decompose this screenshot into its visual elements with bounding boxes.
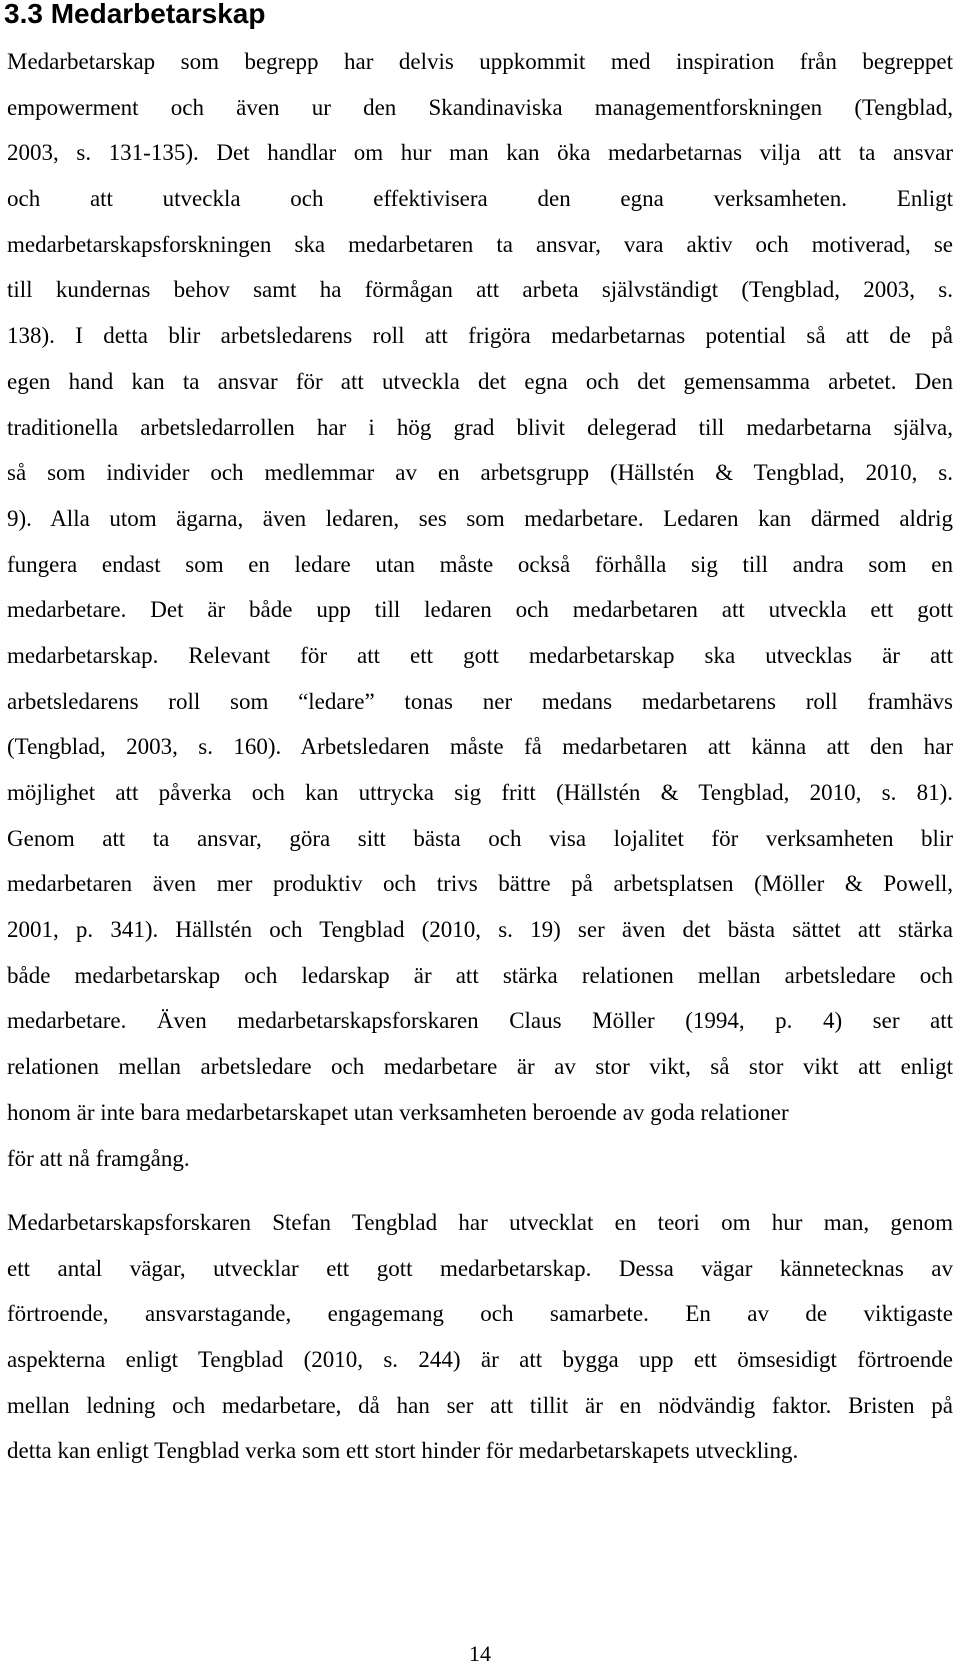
text-line: ett antal vägar, utvecklar ett gott medarbetarskap. Dessa vägar kännetecknas av [7,1255,953,1281]
text-line: så som individer och medlemmar av en arbetsgrupp (Hällstén & Tengblad, 2010, s. [7,460,953,486]
text-line: möjlighet att påverka och kan uttrycka sig fritt (Hällstén & Tengblad, 2010, s. 81). [7,780,953,805]
text-line: aspekterna enligt Tengblad (2010, s. 244) är att bygga upp ett ömsesidigt förtroende [7,1347,953,1373]
text-line: medarbetaren även mer produktiv och trivs bättre på arbetsplatsen (Möller & Powell, [7,871,953,897]
paragraph-1 [7,39,953,1181]
text-line: relationen mellan arbetsledare och medarbetare är av stor vikt, så stor vikt att enligt [7,1054,953,1080]
text-line: 138). I detta blir arbetsledarens roll att frigöra medarbetarnas potential så att de på [7,323,953,349]
text-line: empowerment och även ur den Skandinaviska managementforskningen (Tengblad, [7,94,953,120]
text-line: fungera endast som en ledare utan måste också förhålla sig till andra som en [7,551,953,577]
text-line: egen hand kan ta ansvar för att utveckla det egna och det gemensamma arbetet. Den [7,368,953,394]
text-line: till kundernas behov samt ha förmågan att arbeta självständigt (Tengblad, 2003, s. [7,277,953,303]
page-number: 14 [469,1641,491,1666]
text-line: Medarbetarskapsforskaren Stefan Tengblad har utvecklat en teori om hur man, genom [7,1210,953,1235]
text-line: Medarbetarskap som begrepp har delvis uppkommit med inspiration från begreppet [7,49,953,74]
text-line: traditionella arbetsledarrollen har i hög grad blivit delegerad till medarbetarna själva, [7,414,953,440]
text-line: medarbetarskapsforskningen ska medarbetaren ta ansvar, vara aktiv och motiverad, se [7,231,953,257]
text-line: förtroende, ansvarstagande, engagemang och samarbete. En av de viktigaste [7,1301,953,1327]
text-line: Genom att ta ansvar, göra sitt bästa och visa lojalitet för verksamheten blir [7,825,953,851]
text-line: medarbetare. Även medarbetarskapsforskaren Claus Möller (1994, p. 4) ser att [7,1008,953,1034]
text-line: detta kan enligt Tengblad verka som ett stort hinder för medarbetarskapets utveckling. [7,1438,799,1464]
text-line: 9). Alla utom ägarna, även ledaren, ses som medarbetare. Ledaren kan därmed aldrig [7,505,953,531]
text-line: arbetsledarens roll som “ledare” tonas ner medans medarbetarens roll framhävs [7,688,953,714]
text-line: 2003, s. 131-135). Det handlar om hur man kan öka medarbetarnas vilja att ta ansvar [7,140,953,166]
text-line: mellan ledning och medarbetare, då han ser att tillit är en nödvändig faktor. Bristen på [7,1392,953,1418]
text-line: för att nå framgång. [7,1145,190,1171]
text-line: 2001, p. 341). Hällstén och Tengblad (2010, s. 19) ser även det bästa sättet att stärka [7,917,953,943]
text-line: medarbetarskap. Relevant för att ett gott medarbetarskap ska utvecklas är att [7,642,953,668]
text-line: honom är inte bara medarbetarskapet utan verksamheten beroende av goda relationer [7,1099,789,1125]
text-line: och att utveckla och effektivisera den egna verksamheten. Enligt [7,186,953,212]
paragraph-2 [7,1200,953,1474]
text-line: både medarbetarskap och ledarskap är att stärka relationen mellan arbetsledare och [7,962,953,988]
text-line: medarbetare. Det är både upp till ledaren och medarbetaren att utveckla ett gott [7,597,953,623]
text-line: (Tengblad, 2003, s. 160). Arbetsledaren måste få medarbetaren att känna att den har [7,734,953,760]
section-heading: 3.3 Medarbetarskap [4,0,266,29]
